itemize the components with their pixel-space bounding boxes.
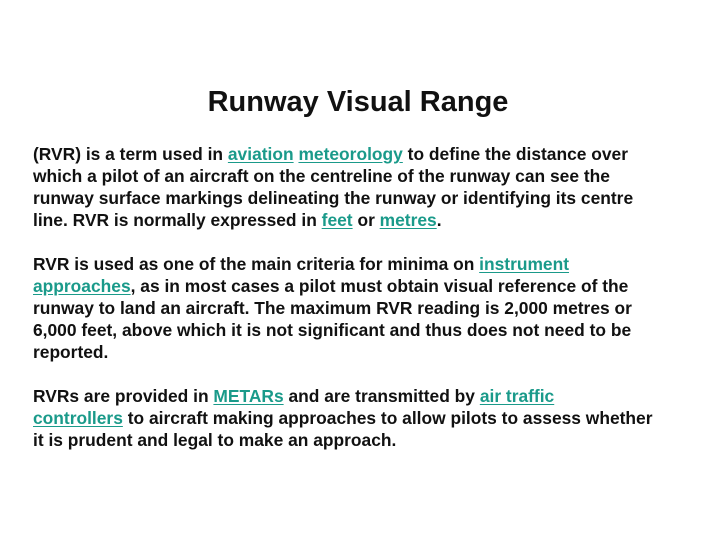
paragraph <box>33 143 693 231</box>
text-line <box>33 165 693 187</box>
text-segment: to define the distance over <box>402 144 628 164</box>
paragraph <box>33 385 693 451</box>
link-meteorology[interactable]: meteorology <box>298 144 403 164</box>
text-segment: line. RVR is normally expressed in <box>33 210 322 230</box>
text-segment: RVR is used as one of the main criteria for minima on <box>33 254 480 274</box>
text-segment: it is prudent and legal to make an approach. <box>33 430 397 450</box>
text-line <box>33 275 693 297</box>
text-line <box>33 429 693 451</box>
slide-body <box>33 143 693 451</box>
link-aviation[interactable]: aviation <box>227 144 294 164</box>
link-approaches[interactable]: approaches <box>33 276 131 296</box>
slide-title: Runway Visual Range <box>207 86 509 118</box>
text-segment: (RVR) is a term used in <box>33 144 228 164</box>
link-metres[interactable]: metres <box>379 210 437 230</box>
text-line <box>33 143 693 165</box>
link-metars[interactable]: METARs <box>213 386 284 406</box>
text-line <box>33 297 693 319</box>
text-segment: , as in most cases a pilot must obtain visual reference of the <box>130 276 629 296</box>
text-segment: and are transmitted by <box>283 386 480 406</box>
link-instrument[interactable]: instrument <box>479 254 570 274</box>
text-line <box>33 385 693 407</box>
text-line <box>33 341 693 363</box>
paragraph <box>33 253 693 363</box>
text-segment: or <box>352 210 380 230</box>
text-line <box>33 253 693 275</box>
text-segment: which a pilot of an aircraft on the centreline of the runway can see the <box>33 166 610 186</box>
text-line <box>33 319 693 341</box>
text-segment: runway to land an aircraft. The maximum RVR reading is 2,000 metres or <box>33 298 632 318</box>
link-feet[interactable]: feet <box>321 210 353 230</box>
text-segment: RVRs are provided in <box>33 386 214 406</box>
text-segment: . <box>436 210 442 230</box>
text-line <box>33 407 693 429</box>
text-segment: to aircraft making approaches to allow pilots to assess whether <box>122 408 653 428</box>
text-line <box>33 209 693 231</box>
text-line <box>33 187 693 209</box>
link-air-traffic[interactable]: air traffic <box>479 386 555 406</box>
link-controllers[interactable]: controllers <box>33 408 123 428</box>
text-segment: 6,000 feet, above which it is not significant and thus does not need to be <box>33 320 632 340</box>
text-segment: runway surface markings delineating the runway or identifying its centre <box>33 188 634 208</box>
text-segment: reported. <box>33 342 109 362</box>
